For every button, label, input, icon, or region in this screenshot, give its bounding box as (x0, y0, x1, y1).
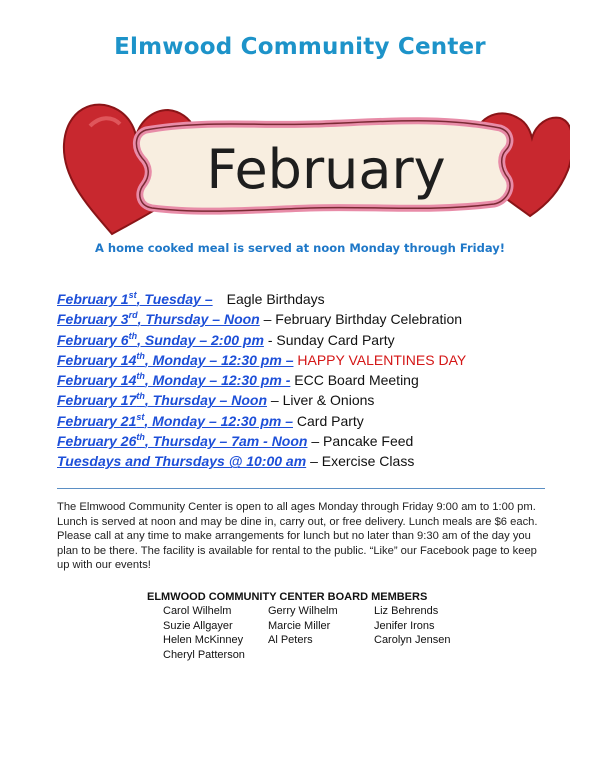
board-member: Carol Wilhelm (163, 605, 232, 617)
banner-month: February (206, 138, 446, 201)
event-row (57, 350, 577, 370)
event-time: , Tuesday – (136, 291, 213, 307)
event-date: February 26 (57, 433, 137, 450)
board-title: ELMWOOD COMMUNITY CENTER BOARD MEMBERS (147, 591, 428, 603)
event-activity: Eagle Birthdays (226, 291, 325, 307)
event-date: February 3 (57, 311, 129, 328)
event-activity: ECC Board Meeting (294, 372, 419, 389)
center-info: The Elmwood Community Center is open to all ages Monday through Friday 9:00 am to 1:00 pm. Lunch is served at noon and may be dine in, carry out, or free delivery. Lunch meals are $6 each. Please call at any time to make arrangements for lunch but no later than 9:30 am of the day you plan to be there. The facility is available for rental to the public. “Like” our Facebook page to keep up with our events! (57, 501, 538, 572)
event-activity: – Liver & Onions (270, 392, 375, 409)
event-row (57, 411, 577, 431)
event-date: February 21 (57, 412, 137, 429)
event-row (57, 390, 577, 410)
event-activity: – February Birthday Celebration (263, 311, 463, 328)
board-member: Helen McKinney (163, 634, 244, 646)
event-activity: – Exercise Class (310, 453, 415, 470)
board-member: Cheryl Patterson (163, 648, 245, 661)
event-date-link[interactable] (57, 413, 293, 429)
event-time: , Monday – 12:30 pm - (144, 372, 291, 389)
ribbon (136, 121, 510, 211)
date-suffix: th (128, 330, 138, 341)
board-column (374, 604, 450, 648)
event-date: February 17 (57, 392, 137, 409)
date-suffix: st (136, 411, 145, 422)
february-banner (60, 86, 570, 236)
date-suffix: th (136, 350, 145, 361)
event-date: February 14 (57, 351, 137, 368)
event-date-link[interactable] (57, 311, 260, 327)
event-date-link[interactable] (57, 332, 264, 348)
board-member: Liz Behrends (374, 605, 439, 617)
event-row (57, 431, 577, 451)
event-time: , Monday – 12:30 pm – (144, 412, 293, 429)
date-suffix: th (136, 391, 145, 402)
board-column (163, 604, 245, 662)
event-activity: Card Party (296, 412, 364, 429)
board-member: Suzie Allgayer (163, 619, 233, 632)
event-time: , Thursday – Noon (144, 392, 267, 409)
date-suffix: th (136, 371, 145, 382)
divider (57, 488, 545, 489)
event-date-link[interactable] (57, 453, 306, 469)
board-member: Al Peters (268, 634, 313, 646)
board-column (268, 604, 338, 648)
event-row (57, 370, 577, 390)
event-row (57, 309, 577, 329)
date-suffix: th (136, 432, 145, 443)
event-date-link[interactable] (57, 352, 293, 368)
date-suffix: st (128, 290, 137, 300)
event-activity: - Sunday Card Party (267, 331, 395, 348)
event-row (57, 289, 577, 309)
event-time: , Monday – 12:30 pm – (144, 351, 294, 368)
event-date-link[interactable] (57, 433, 307, 449)
event-time: , Thursday – 7am - Noon (144, 433, 308, 450)
event-activity: HAPPY VALENTINES DAY (297, 351, 467, 368)
event-date-link[interactable] (57, 372, 290, 388)
event-date: February 6 (57, 331, 129, 348)
board-member: Marcie Miller (268, 619, 331, 632)
event-time: , Sunday – 2:00 pm (137, 331, 264, 348)
event-date-link[interactable] (57, 392, 267, 408)
event-date: February 1 (57, 291, 129, 307)
page-title: Elmwood Community Center (114, 34, 486, 60)
event-list (57, 289, 577, 472)
event-date: Tuesdays and Thursdays @ 10:00 am (57, 453, 307, 470)
event-row (57, 451, 577, 471)
date-suffix: rd (128, 310, 138, 321)
event-activity: – Pancake Feed (311, 433, 414, 450)
board-member: Gerry Wilhelm (268, 605, 338, 617)
event-time: , Thursday – Noon (137, 311, 260, 328)
board-member: Jenifer Irons (374, 619, 435, 632)
meal-notice: A home cooked meal is served at noon Monday through Friday! (95, 241, 505, 255)
event-date: February 14 (57, 372, 137, 389)
board-member: Carolyn Jensen (374, 634, 451, 646)
event-row (57, 330, 577, 350)
event-date-link[interactable] (57, 291, 213, 307)
